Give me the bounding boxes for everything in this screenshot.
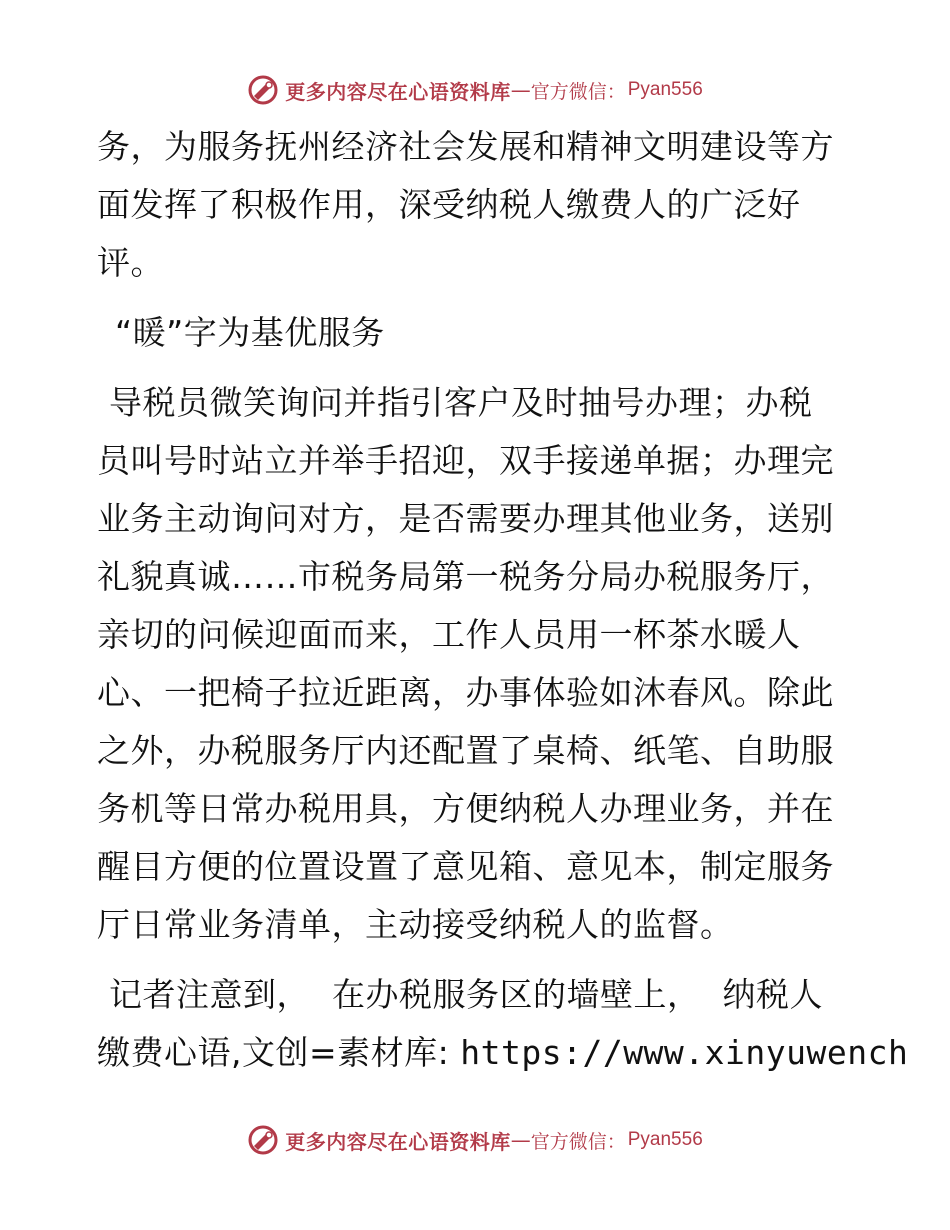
text-line: 心、一把椅子拉近距离，办事体验如沐春风。除此	[97, 673, 834, 712]
section-heading: “暖”字为基优服务	[115, 313, 385, 352]
watermark-separator: —	[510, 78, 531, 102]
text-line: 导税员微笑询问并指引客户及时抽号办理；办税	[109, 383, 813, 422]
brand-logo-icon	[247, 1124, 279, 1156]
text-line: 务，为服务抚州经济社会发展和精神文明建设等方	[97, 127, 834, 166]
watermark-wechat-id: Pyan556	[627, 1129, 703, 1150]
text-line: 面发挥了积极作用，深受纳税人缴费人的广泛好	[97, 185, 801, 224]
paragraph-intro	[97, 118, 857, 292]
text-line: 之外，办税服务厅内还配置了桌椅、纸笔、自助服	[97, 731, 834, 770]
text-line: 记者注意到， 在办税服务区的墙壁上， 纳税人	[109, 975, 823, 1014]
text-line: 评。	[97, 243, 164, 282]
text-line: 员叫号时站立并举手招迎，双手接递单据；办理完	[97, 441, 834, 480]
paragraph-reporter	[97, 966, 909, 1082]
text-line: 务机等日常办税用具，方便纳税人办理业务，并在	[97, 789, 834, 828]
watermark-separator: —	[510, 1128, 531, 1152]
footer-watermark	[0, 1120, 950, 1160]
source-url-link[interactable]: https://www.xinyuwench	[460, 1033, 909, 1072]
brand-logo-icon	[247, 74, 279, 106]
watermark-wechat-label: 官方微信：	[530, 80, 626, 103]
paragraph-service	[97, 374, 857, 954]
text-fragment: 缴费心语,文创=素材库:	[97, 1033, 461, 1072]
text-line: 业务主动询问对方，是否需要办理其他业务，送别	[97, 499, 834, 538]
watermark-wechat-id: Pyan556	[627, 79, 703, 100]
text-line: 礼貌真诚……市税务局第一税务分局办税服务厅，	[97, 557, 834, 596]
text-line	[97, 1024, 909, 1082]
text-line: 厅日常业务清单，主动接受纳税人的监督。	[97, 905, 734, 944]
watermark-site-text: 更多内容尽在心语资料库	[285, 1129, 511, 1154]
document-body	[97, 118, 909, 1082]
text-line: 醒目方便的位置设置了意见箱、意见本，制定服务	[97, 847, 834, 886]
watermark-site-text: 更多内容尽在心语资料库	[285, 79, 511, 104]
watermark-wechat-label: 官方微信：	[530, 1130, 626, 1153]
text-line: 亲切的问候迎面而来，工作人员用一杯茶水暖人	[97, 615, 801, 654]
header-watermark	[0, 70, 950, 110]
